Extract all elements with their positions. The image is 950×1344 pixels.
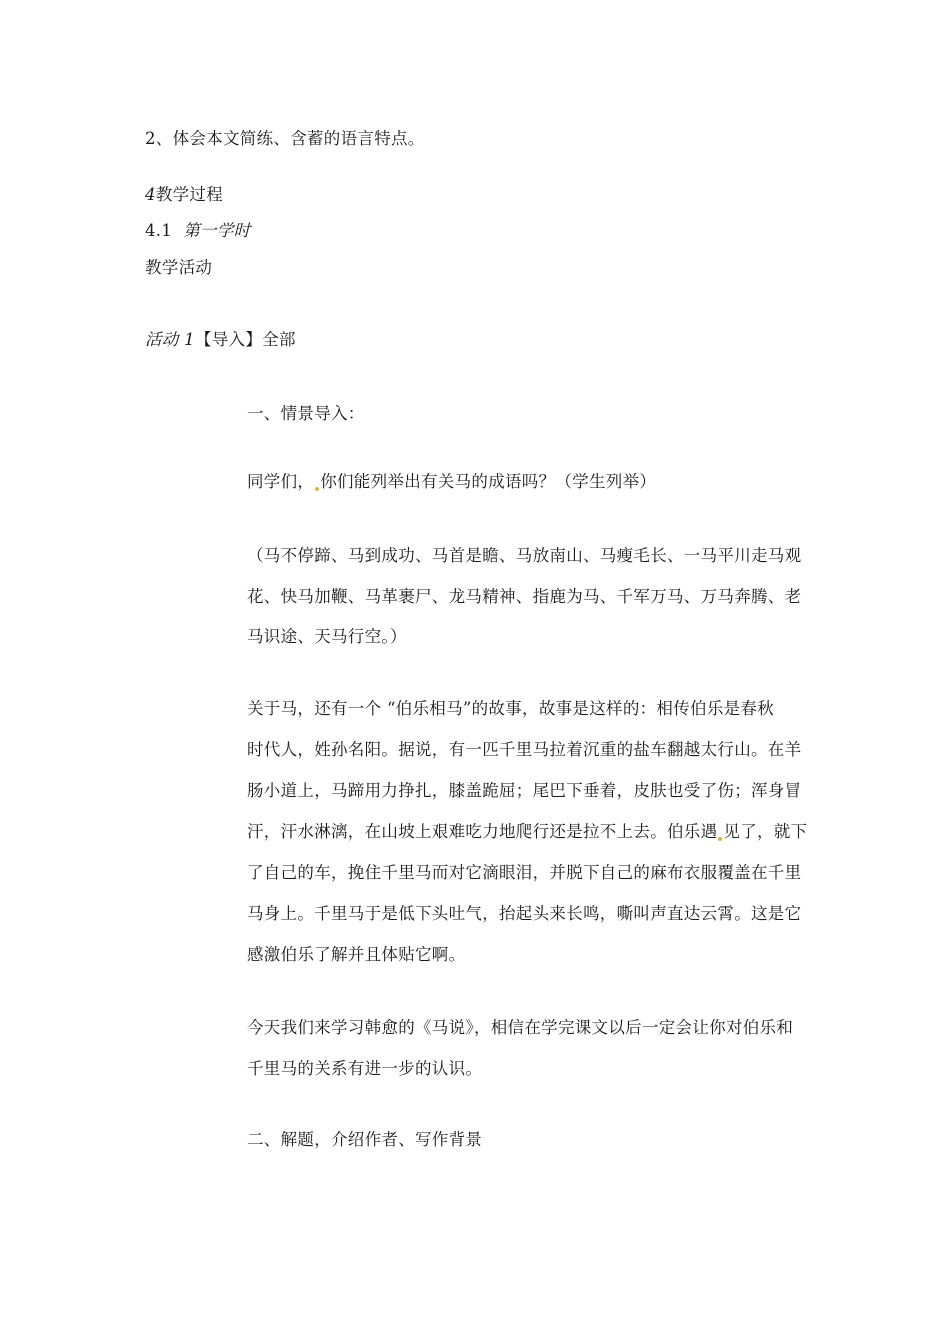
intro-line: 千里马的关系有进一步的认识。 — [247, 1059, 483, 1078]
idioms-line: 花、快马加鞭、马革裹尸、龙马精神、指鹿为马、千军万马、万马奔腾、老 — [247, 587, 802, 606]
story-line: 时代人，姓孙名阳。据说，有一匹千里马拉着沉重的盐车翻越太行山。在羊 — [247, 740, 802, 759]
story-line-part-a: 汗，汗水淋漓，在山坡上艰难吃力地爬行还是拉不上去。伯乐遇 — [247, 822, 718, 841]
story-line: 感激伯乐了解并且体贴它啊。 — [247, 945, 466, 964]
annotation-mark — [718, 837, 722, 841]
subsection-heading — [145, 220, 250, 242]
annotation-mark — [315, 487, 319, 491]
question-line — [247, 471, 656, 493]
activities-label: 教学活动 — [145, 258, 213, 277]
subsection-number: 4.1 — [145, 221, 173, 240]
subsection-title: 第一学时 — [183, 221, 251, 240]
story-line: 关于马，还有一个 “伯乐相马”的故事，故事是这样的：相传伯乐是春秋 — [247, 699, 775, 718]
objective-item-2: 2、体会本文简练、含蓄的语言特点。 — [145, 129, 425, 148]
story-line — [247, 821, 807, 843]
idioms-line: 马识途、天马行空。） — [247, 627, 407, 646]
intro-line: 今天我们来学习韩愈的《马说》，相信在学完课文以后一定会让你对伯乐和 — [247, 1018, 794, 1037]
idioms-line: （马不停蹄、马到成功、马首是瞻、马放南山、马瘦毛长、一马平川走马观 — [247, 546, 802, 565]
part2-heading: 二、解题，介绍作者、写作背景 — [247, 1130, 483, 1149]
story-line-part-b: 见了，就下 — [723, 822, 808, 841]
question-part-b: 你们能列举出有关马的成语吗？（学生列举） — [320, 472, 657, 491]
part1-heading: 一、情景导入： — [247, 404, 365, 423]
activity-scope: 全部 — [262, 330, 296, 349]
question-part-a: 同学们， — [247, 472, 315, 491]
story-line: 了自己的车，挽住千里马而对它滴眼泪，并脱下自己的麻布衣服覆盖在千里 — [247, 863, 802, 882]
activity-heading — [145, 329, 296, 351]
section-heading — [145, 184, 223, 206]
activity-tag: 【导入】 — [194, 330, 263, 349]
section-title: 教学过程 — [155, 185, 224, 204]
section-number: 4 — [145, 185, 156, 204]
story-line: 肠小道上，马蹄用力挣扎，膝盖跪屈；尾巴下垂着，皮肤也受了伤；浑身冒 — [247, 781, 802, 800]
activity-label: 活动 1 — [145, 330, 195, 349]
story-line: 马身上。千里马于是低下头吐气，抬起头来长鸣，嘶叫声直达云霄。这是它 — [247, 904, 802, 923]
